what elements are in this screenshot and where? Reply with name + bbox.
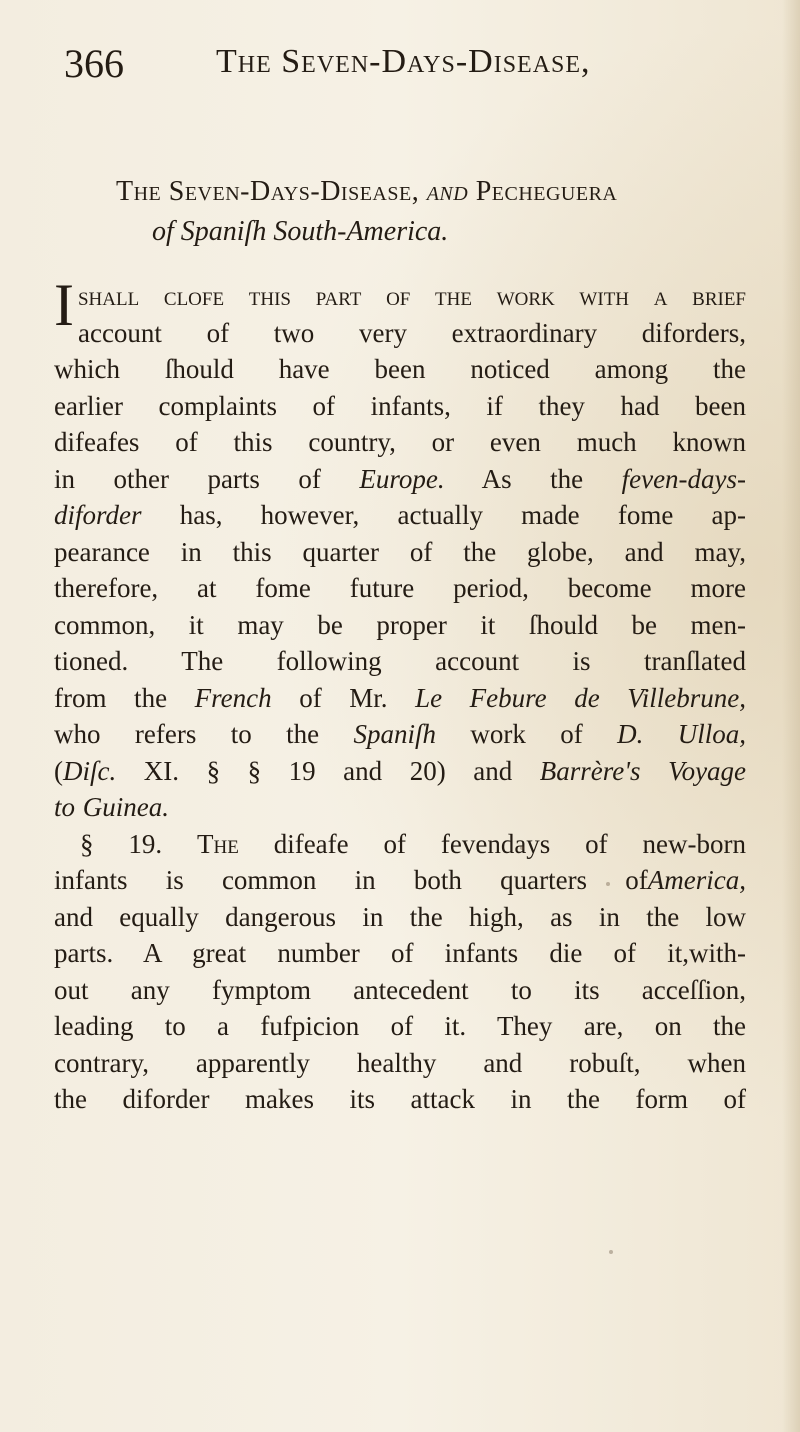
text-line: out any fymptom antecedent to its acceſſion,	[54, 974, 746, 1005]
text-line: difeafes of this country, or even much known	[54, 427, 746, 457]
text-line: in other parts of Europe. As the feven-days-	[54, 463, 747, 494]
running-title: The Seven-Days-Disease,	[216, 43, 591, 80]
text-line: from the French of Mr. Le Febure de Villebrune,	[54, 682, 746, 713]
heading-line-1	[116, 172, 746, 212]
text-line: the diforder makes its attack in the form of	[54, 1084, 746, 1114]
text-line: pearance in this quarter of the globe, and may,	[54, 536, 746, 567]
text-line: therefore, at fome future period, become more	[54, 573, 746, 603]
heading-conjunction: and	[426, 176, 469, 207]
heading-disease-name: The Seven-Days-Disease,	[116, 176, 420, 207]
page-number: 366	[64, 41, 124, 86]
body-text	[54, 272, 747, 1118]
text-line: which ſhould have been noticed among the	[54, 354, 746, 384]
drop-cap: I	[54, 272, 74, 338]
paper-speck	[606, 882, 610, 886]
text-line: (Diſc. XI. § § 19 and 20) and Barrère's Voyage	[54, 755, 747, 786]
paper-speck	[609, 1250, 613, 1254]
text-line: common, it may be proper it ſhould be men-	[54, 609, 746, 640]
text-line: § 19. The difeafe of fevendays of new-born	[80, 828, 747, 859]
section-heading	[116, 172, 746, 252]
running-head	[64, 40, 744, 96]
text-line: tioned. The following account is tranſlated	[54, 646, 746, 676]
text-line: diforder has, however, actually made fome ap-	[54, 500, 747, 530]
text-line: account of two very extraordinary diforders,	[77, 317, 746, 348]
text-line: and equally dangerous in the high, as in the low	[54, 901, 746, 932]
text-line: infants is common in both quarters ofAmerica,	[54, 865, 746, 895]
page-edge-shadow	[782, 0, 800, 1432]
paper-speck	[520, 846, 524, 850]
text-line: earlier complaints of infants, if they had been	[54, 390, 746, 421]
text-line: to Guinea.	[54, 792, 169, 822]
text-line: shall clofe this part of the work with a brief	[77, 281, 746, 311]
text-line: parts. A great number of infants die of it,with-	[54, 938, 746, 968]
text-line: leading to a fufpicion of it. They are, on the	[54, 1011, 746, 1041]
text-line: who refers to the Spaniſh work of D. Ulloa,	[54, 719, 747, 749]
heading-pecheguera: Pecheguera	[475, 176, 618, 207]
heading-line-2: of Spaniſh South-America.	[152, 216, 449, 247]
text-line: contrary, apparently healthy and robuſt, when	[54, 1047, 746, 1078]
